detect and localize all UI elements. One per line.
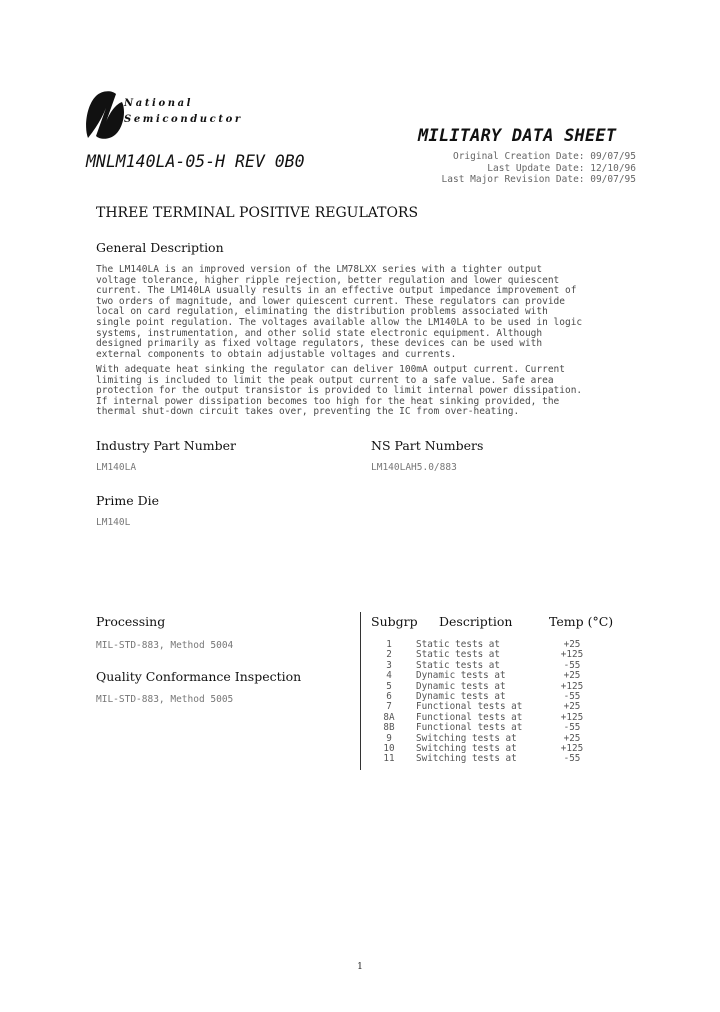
subgroup-number: 9 [386,732,392,744]
subgroup-description: Dynamic tests at [416,680,506,692]
description-header: Description [439,614,513,629]
major-revision-date: Last Major Revision Date: 09/07/95 [441,174,636,185]
subgroup-description: Switching tests at [416,753,517,765]
qci-value: MIL-STD-883, Method 5005 [96,694,234,705]
creation-date: Original Creation Date: 09/07/95 [452,151,636,162]
subgroup-table [362,640,602,765]
subgroup-description: Functional tests at [416,711,523,723]
subgroup-number: 8A [383,711,395,723]
subgroup-temp: +125 [560,680,584,692]
subgroup-description: Static tests at [416,659,500,671]
company-name-line1: National [124,98,194,109]
temp-header: Temp (°C) [549,614,614,629]
subgroup-temp: +125 [560,743,584,755]
table-row [362,754,602,764]
subgroup-temp: +25 [563,639,581,650]
general-description-para2: With adequate heat sinking the regulator can deliver 100mA output current. Current limiting is included to limit the peak output current to a safe value. Safe area protection for the output transistor is provided to limit internal power dissipation. If internal power dissipation becomes too high for the heat sinking provided, the thermal shut-down circuit takes over, preventing the IC from over-heating. [96,364,583,418]
subgroup-temp: +125 [560,711,584,723]
subgroup-temp: +25 [563,701,581,713]
revision-dates [420,151,636,186]
processing-value: MIL-STD-883, Method 5004 [96,640,234,651]
general-description-para1: The LM140LA is an improved version of the LM78LXX series with a tighter output voltage tolerance, higher ripple rejection, better regulation and lower quiescent current. The LM140LA usually results in an effective output impedance improvement of two orders of magnitude, and lower quiescent current. These regulators can provide local on card regulation, eliminating the distribution problems associated with single point regulation. The voltages available allow the LM140LA to be used in logic systems, instrumentation, and other solid state electronic equipment. Although designed primarily as fixed voltage regulators, these devices can be used with external components to obtain adjustable voltages and currents. [96,264,583,360]
national-semiconductor-logo-icon [82,86,128,142]
prime-die-heading: Prime Die [96,493,160,508]
general-description-heading: General Description [96,240,224,255]
qci-heading: Quality Conformance Inspection [96,669,302,684]
subgroup-number: 2 [386,649,392,661]
subgroup-number: 8B [383,722,395,734]
subgroup-description: Functional tests at [416,701,523,713]
subgroup-temp: +25 [563,732,581,744]
subgroup-number: 5 [386,680,392,692]
company-name-line2: Semiconductor [124,114,243,125]
subgroup-number: 10 [383,743,395,755]
document-title: THREE TERMINAL POSITIVE REGULATORS [96,205,419,221]
subgroup-description: Static tests at [416,639,500,650]
subgroup-number: 3 [386,659,392,671]
industry-part-heading: Industry Part Number [96,438,236,453]
subgroup-number: 1 [386,639,392,650]
doc-type-title: MILITARY DATA SHEET [418,126,617,146]
subgrp-header: Subgrp [371,614,418,629]
industry-part-value: LM140LA [96,462,137,473]
subgroup-number: 6 [386,691,392,703]
page-number: 1 [357,962,363,972]
subgroup-description: Switching tests at [416,743,517,755]
subgroup-temp: -55 [563,691,581,703]
part-number-title: MNLM140LA-05-H REV 0B0 [86,152,305,171]
subgroup-temp: -55 [563,722,581,734]
subgroup-number: 7 [386,701,392,713]
subgroup-number: 11 [383,753,395,765]
last-update-date: Last Update Date: 12/10/96 [487,162,636,174]
subgroup-temp: +25 [563,670,581,682]
subgroup-number: 4 [386,670,392,682]
ns-part-value: LM140LAH5.0/883 [371,462,457,473]
subgroup-description: Functional tests at [416,722,523,734]
subgroup-description: Dynamic tests at [416,670,506,682]
subgroup-description: Switching tests at [416,732,517,744]
subgroup-temp: +125 [560,649,584,661]
company-logo [82,86,252,142]
prime-die-value: LM140L [96,517,131,528]
processing-heading: Processing [96,614,166,629]
ns-part-heading: NS Part Numbers [371,438,484,453]
subgroup-temp: -55 [563,659,581,671]
subgroup-table-body [362,640,602,765]
subgroup-temp: -55 [563,753,581,765]
column-divider [360,612,361,770]
subgroup-description: Dynamic tests at [416,691,506,703]
subgroup-description: Static tests at [416,649,500,661]
